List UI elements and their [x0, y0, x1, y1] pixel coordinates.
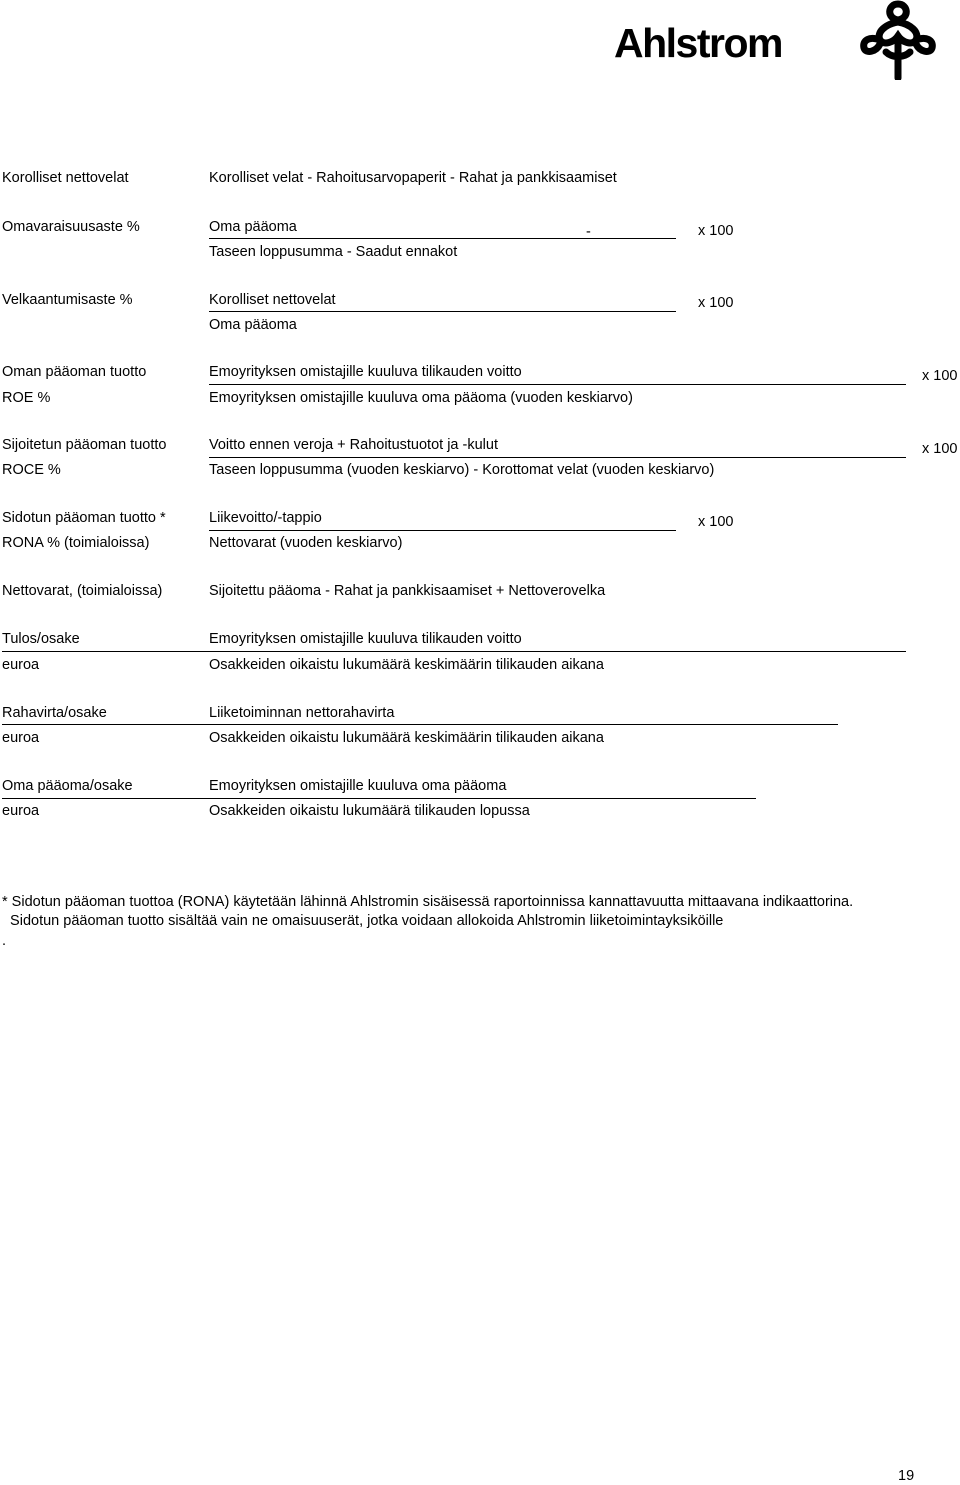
denominator-text: Osakkeiden oikaistu lukumäärä keskimäärin tilikauden aikana — [209, 657, 604, 673]
row-sublabel: euroa — [2, 803, 40, 819]
fraction-line — [209, 238, 676, 239]
row-label: Omavaraisuusaste % — [2, 219, 140, 235]
numerator-text: Oma pääoma — [209, 219, 297, 235]
ahlstrom-logo — [614, 0, 960, 82]
multiplier-text: x 100 — [922, 441, 958, 457]
denominator-text: Oma pääoma — [209, 317, 297, 333]
brand-name: Ahlstrom — [614, 20, 782, 66]
numerator-text: Liiketoiminnan nettorahavirta — [209, 705, 395, 721]
denominator-text: Taseen loppusumma - Saadut ennakot — [209, 244, 458, 260]
minus-sign: - — [586, 224, 591, 240]
multiplier-text: x 100 — [698, 295, 734, 311]
numerator-text: Emoyrityksen omistajille kuuluva tilikauden voitto — [209, 631, 522, 647]
denominator-text: Osakkeiden oikaistu lukumäärä tilikauden lopussa — [209, 803, 530, 819]
denominator-text: Nettovarat (vuoden keskiarvo) — [209, 535, 403, 551]
row-sublabel: ROCE % — [2, 462, 61, 478]
row-label: Sidotun pääoman tuotto * — [2, 510, 166, 526]
row-label: Sijoitetun pääoman tuotto — [2, 437, 167, 453]
row-label: Rahavirta/osake — [2, 705, 107, 721]
numerator-text: Emoyrityksen omistajille kuuluva tilikauden voitto — [209, 364, 522, 380]
numerator-text: Voitto ennen veroja + Rahoitustuotot ja -kulut — [209, 437, 498, 453]
footnote-line: * Sidotun pääoman tuottoa (RONA) käytetään lähinnä Ahlstromin sisäisessä raportoinnissa kannattavuutta mittaavana indikaattorina. — [2, 894, 854, 910]
row-sublabel: euroa — [2, 730, 40, 746]
multiplier-text: x 100 — [698, 223, 734, 239]
row-sublabel: RONA % (toimialoissa) — [2, 535, 150, 551]
row-label: Velkaantumisaste % — [2, 292, 133, 308]
formula-text: Korolliset velat - Rahoitusarvopaperit - Rahat ja pankkisaamiset — [209, 170, 617, 186]
fraction-line — [209, 384, 906, 385]
numerator-text: Korolliset nettovelat — [209, 292, 336, 308]
ahlstrom-knot-icon — [836, 0, 960, 80]
formula-text: Sijoitettu pääoma - Rahat ja pankkisaamiset + Nettoverovelka — [209, 583, 606, 599]
footnote-line: Sidotun pääoman tuotto sisältää vain ne omaisuuserät, jotka voidaan allokoida Ahlstromin liiketoimintayksiköille — [2, 913, 724, 929]
multiplier-text: x 100 — [922, 368, 958, 384]
row-label: Korolliset nettovelat — [2, 170, 129, 186]
multiplier-text: x 100 — [698, 514, 734, 530]
row-label: Tulos/osake — [2, 631, 80, 647]
denominator-text: Emoyrityksen omistajille kuuluva oma pääoma (vuoden keskiarvo) — [209, 390, 633, 406]
fraction-line — [2, 798, 756, 799]
page-number: 19 — [898, 1468, 915, 1484]
fraction-line — [209, 457, 906, 458]
row-sublabel: euroa — [2, 657, 40, 673]
numerator-text: Emoyrityksen omistajille kuuluva oma pääoma — [209, 778, 507, 794]
row-label: Oman pääoman tuotto — [2, 364, 147, 380]
row-sublabel: ROE % — [2, 390, 51, 406]
fraction-line — [209, 530, 676, 531]
fraction-line — [209, 311, 676, 312]
row-label: Nettovarat, (toimialoissa) — [2, 583, 163, 599]
fraction-line — [2, 724, 838, 725]
fraction-line — [2, 651, 906, 652]
denominator-text: Taseen loppusumma (vuoden keskiarvo) - Korottomat velat (vuoden keskiarvo) — [209, 462, 715, 478]
row-label: Oma pääoma/osake — [2, 778, 133, 794]
denominator-text: Osakkeiden oikaistu lukumäärä keskimäärin tilikauden aikana — [209, 730, 604, 746]
numerator-text: Liikevoitto/-tappio — [209, 510, 322, 526]
footnote-line: . — [2, 933, 7, 949]
